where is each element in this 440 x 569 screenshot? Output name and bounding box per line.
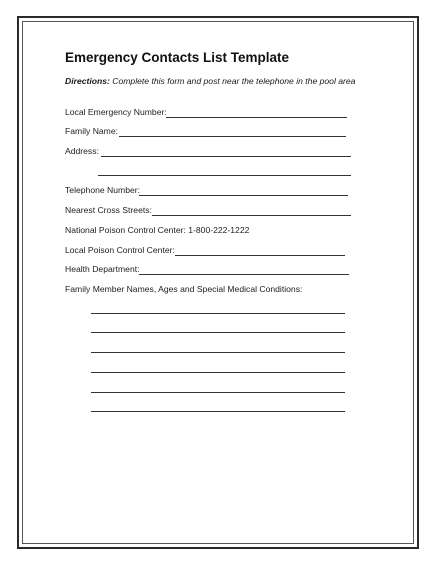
family-name-input-line[interactable] <box>119 136 346 137</box>
address-line-2[interactable] <box>98 175 351 176</box>
directions <box>65 76 355 86</box>
page-border <box>17 16 419 549</box>
address-field <box>65 146 365 158</box>
nearest-cross-streets-field <box>65 205 365 217</box>
health-department-input-line[interactable] <box>139 274 349 275</box>
local-emergency-number-field <box>65 107 365 119</box>
telephone-number-label: Telephone Number: <box>65 185 141 195</box>
local-emergency-number-input-line[interactable] <box>166 117 347 118</box>
directions-label: Directions: <box>65 76 110 86</box>
health-department-field <box>65 264 365 276</box>
family-members-field <box>65 284 365 296</box>
local-emergency-number-label: Local Emergency Number: <box>65 107 167 117</box>
family-member-line[interactable] <box>91 313 345 314</box>
document-title: Emergency Contacts List Template <box>65 50 290 65</box>
local-poison-control-label: Local Poison Control Center: <box>65 245 175 255</box>
address-input-line[interactable] <box>101 156 351 157</box>
telephone-number-field <box>65 185 365 197</box>
national-poison-control-field <box>65 225 365 237</box>
nearest-cross-streets-input-line[interactable] <box>152 215 351 216</box>
family-member-line[interactable] <box>91 372 345 373</box>
telephone-number-input-line[interactable] <box>139 195 348 196</box>
family-member-line[interactable] <box>91 332 345 333</box>
national-poison-control-label: National Poison Control Center: 1-800-222-1222 <box>65 225 250 235</box>
family-name-label: Family Name: <box>65 126 119 136</box>
health-department-label: Health Department: <box>65 264 140 274</box>
address-label: Address: <box>65 146 99 156</box>
nearest-cross-streets-label: Nearest Cross Streets: <box>65 205 152 215</box>
local-poison-control-field <box>65 245 365 257</box>
page-border-inner <box>22 21 414 544</box>
family-members-label: Family Member Names, Ages and Special Medical Conditions: <box>65 284 303 294</box>
family-name-field <box>65 126 365 138</box>
family-member-line[interactable] <box>91 411 345 412</box>
directions-text: Complete this form and post near the telephone in the pool area <box>109 76 356 86</box>
local-poison-control-input-line[interactable] <box>175 255 345 256</box>
family-member-line[interactable] <box>91 392 345 393</box>
family-member-line[interactable] <box>91 352 345 353</box>
